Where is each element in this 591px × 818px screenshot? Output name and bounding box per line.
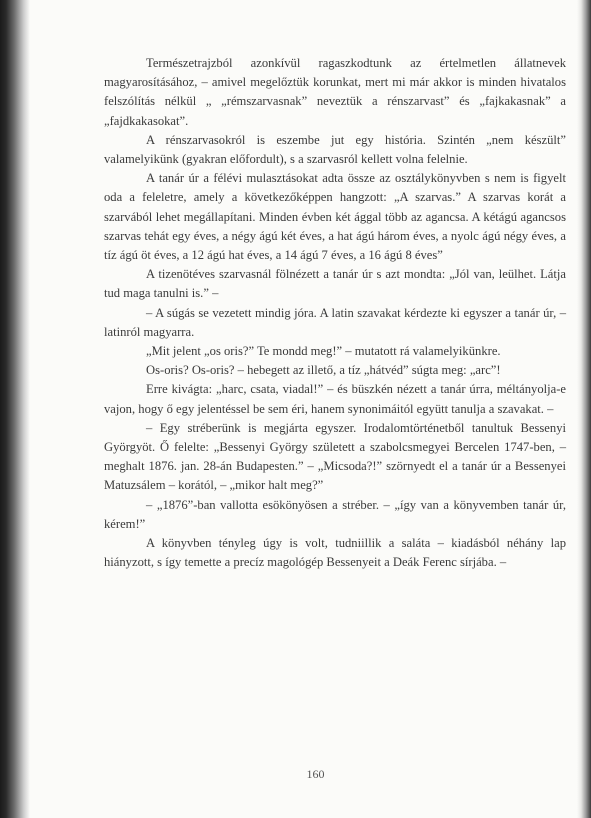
paragraph: Os-oris? Os-oris? – hebegett az illető, a tíz „hátvéd” súgta meg: „arc”!	[146, 363, 501, 378]
body-text	[104, 54, 566, 572]
paragraph: – Egy stréberünk is megjárta egyszer. Irodalomtörténetből tanultuk Bessenyi Györgyöt. Ő felelte: „Bessenyi György született a szabolcsmegyei Bercelen 1747-ben, – meghalt 1876. jan. 28-án Budapesten.” – „Micsoda?!” szörnyedt el a tanár úr a Bessenyei Matuzsálem – korától, – „mikor halt meg?”	[104, 420, 566, 493]
page-gutter-shadow	[0, 0, 30, 818]
page-edge-shadow	[577, 0, 591, 818]
paragraph: A tanár úr a félévi mulasztásokat adta össze az osztálykönyvben s nem is figyelt oda a feleletre, amely a következőképpen hangzott: „A szarvas.” A szarvas korát a szarvából lehet megállapítani. Minden évben két ággal több az agancsa. A kétágú agancsos szarvas tehát egy éves, a négy ágú két éves, a hat ágú három éves, a nyolc ágú négy éves, a tíz ágú öt éves, a 12 ágú hat éves, a 14 ágú 7 éves, a 16 ágú 8 éves”	[104, 171, 566, 263]
paragraph: A rénszarvasokról is eszembe jut egy história. Szintén „nem készült” valamelyikünk (gyakran előfordult), s a szarvasról kellett volna felelnie.	[104, 132, 566, 167]
paragraph: – A súgás se vezetett mindig jóra. A latin szavakat kérdezte ki egyszer a tanár úr, – latinról magyarra.	[104, 305, 566, 339]
paragraph: Erre kivágta: „harc, csata, viadal!” – és büszkén nézett a tanár úrra, méltányolja-e vajon, hogy ő egy jelentéssel be sem éri, hanem synonimáitól együtt tanulja a szavakat. –	[104, 382, 566, 416]
paragraph: – „1876”-ban vallotta esökönyösen a stréber. – „így van a könyvemben tanár úr, kérem!”	[104, 497, 566, 531]
paragraph: A könyvben tényleg úgy is volt, tudniillik a saláta – kiadásból néhány lap hiányzott, s így temette a precíz magológép Bessenyeit a Deák Ferenc sírjába. –	[104, 536, 566, 570]
paragraph: „Mit jelent „os oris?” Te mondd meg!” – mutatott rá valamelyikünkre.	[146, 344, 501, 359]
paragraph: A tizenötéves szarvasnál fölnézett a tanár úr s azt mondta: „Jól van, leülhet. Látja tud maga tanulni is.” –	[104, 267, 566, 301]
paragraph: Természetrajzból azonkívül ragaszkodtunk az értelmetlen állatnevek magyarosításához, – amivel megelőztük korunkat, mert mi már akkor is minden hivatalos felszólítás nélkül „ „rémszarvasnak” neveztük a rénszarvast” és „fajkakasnak” a „fajdkakasokat”.	[104, 56, 566, 128]
page-number: 160	[306, 767, 325, 781]
